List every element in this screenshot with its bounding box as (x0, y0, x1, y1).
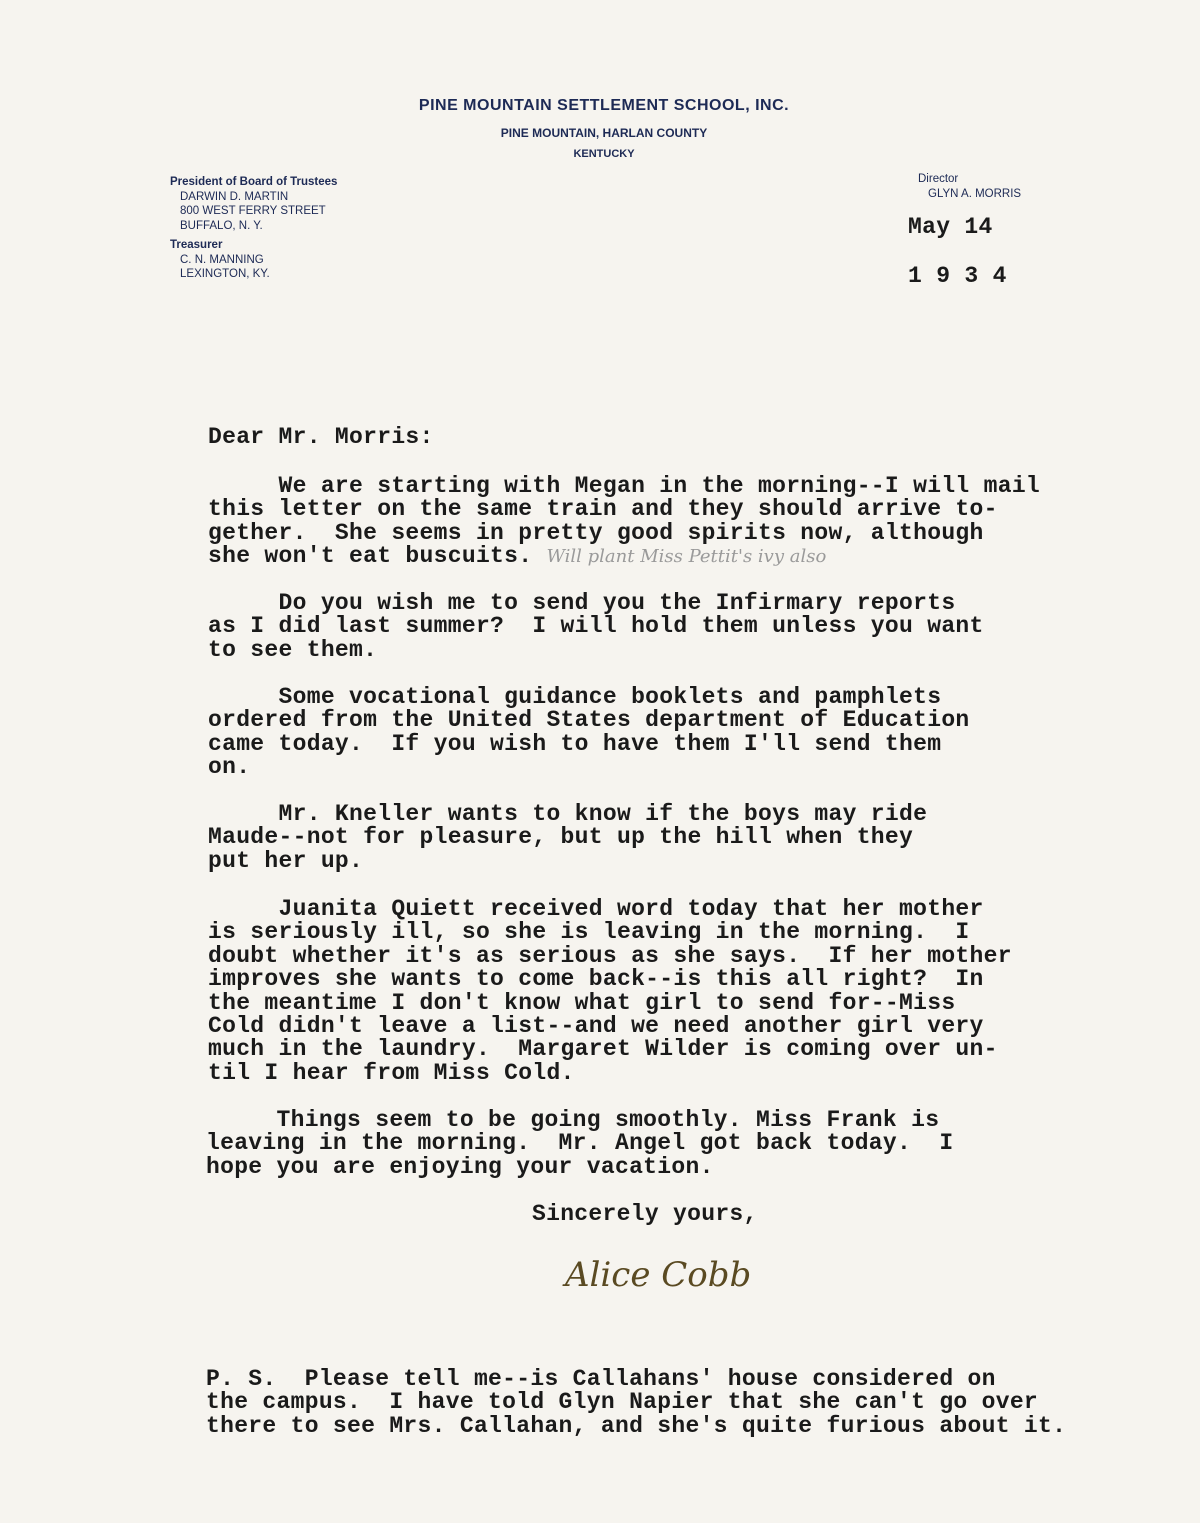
line: this letter on the same train and they should arrive to- (208, 496, 998, 523)
line: leaving in the morning. Mr. Angel got back today. I (206, 1130, 954, 1157)
letterhead-location: PINE MOUNTAIN, HARLAN COUNTY (500, 126, 708, 140)
line: Juanita Quiett received word today that her mother (208, 896, 984, 922)
letterhead-state: KENTUCKY (573, 148, 635, 160)
president-title: President of Board of Trustees (170, 176, 338, 188)
line: ordered from the United States department of Education (208, 707, 970, 734)
president-street: 800 WEST FERRY STREET (180, 205, 326, 218)
line: hope you are enjoying your vacation. (206, 1153, 714, 1180)
line: to see them. (208, 636, 378, 663)
line: came today. If you wish to have them I'll send them (208, 730, 942, 757)
treasurer-title: Treasurer (170, 238, 223, 251)
line: Mr. Kneller wants to know if the boys may ride (208, 801, 928, 827)
line: gether. She seems in pretty good spirits now, although (208, 519, 984, 546)
director-name: GLYN A. MORRIS (928, 187, 1022, 200)
treasurer-name: C. N. MANNING (180, 253, 264, 266)
paragraph-6 (206, 1109, 953, 1179)
line: We are starting with Megan in the morning--I will mail (208, 473, 1041, 499)
paragraph-5 (208, 898, 1012, 1085)
line: put her up. (208, 847, 364, 874)
director-title: Director (918, 173, 959, 185)
treasurer-city: LEXINGTON, KY. (180, 268, 270, 281)
date-month-day: May 14 (908, 214, 993, 240)
signature: Alice Cobb (565, 1255, 752, 1295)
line: Some vocational guidance booklets and pamphlets (208, 684, 942, 710)
line: she won't eat buscuits. (208, 543, 547, 570)
line: doubt whether it's as serious as she says. If her mother (208, 942, 1012, 969)
line: there to see Mrs. Callahan, and she's quite furious about it. (206, 1412, 1067, 1439)
line: on. (208, 754, 251, 781)
trustees-block (170, 175, 337, 282)
president-name: DARWIN D. MARTIN (180, 190, 289, 203)
line: much in the laundry. Margaret Wilder is coming over un- (208, 1036, 998, 1063)
date-year: 1 9 3 4 (908, 263, 1007, 289)
line: improves she wants to come back--is this all right? In (208, 966, 984, 993)
line: til I hear from Miss Cold. (208, 1059, 575, 1086)
line: Maude--not for pleasure, but up the hill when they (208, 824, 914, 851)
paragraph-1 (208, 475, 1040, 569)
line: Cold didn't leave a list--and we need another girl very (208, 1012, 984, 1039)
line: as I did last summer? I will hold them unless you want (208, 613, 984, 640)
postscript (206, 1368, 1066, 1438)
letterhead-organization: PINE MOUNTAIN SETTLEMENT SCHOOL, INC. (418, 97, 790, 114)
line: the meantime I don't know what girl to send for--Miss (208, 989, 956, 1016)
paragraph-2 (208, 592, 984, 662)
line: Things seem to be going smoothly. Miss Frank is (206, 1107, 940, 1133)
line: Do you wish me to send you the Infirmary reports (208, 590, 956, 616)
closing: Sincerely yours, (532, 1201, 758, 1227)
line: the campus. I have told Glyn Napier that she can't go over (206, 1389, 1039, 1416)
salutation: Dear Mr. Morris: (208, 424, 434, 450)
line: is seriously ill, so she is leaving in the morning. I (208, 919, 970, 946)
handwritten-note: Will plant Miss Pettit's ivy also (546, 546, 827, 568)
paragraph-3 (208, 686, 970, 780)
president-city: BUFFALO, N. Y. (180, 220, 263, 233)
line: P. S. Please tell me--is Callahans' house considered on (206, 1366, 996, 1392)
paragraph-4 (208, 803, 927, 873)
director-block (918, 172, 1021, 201)
